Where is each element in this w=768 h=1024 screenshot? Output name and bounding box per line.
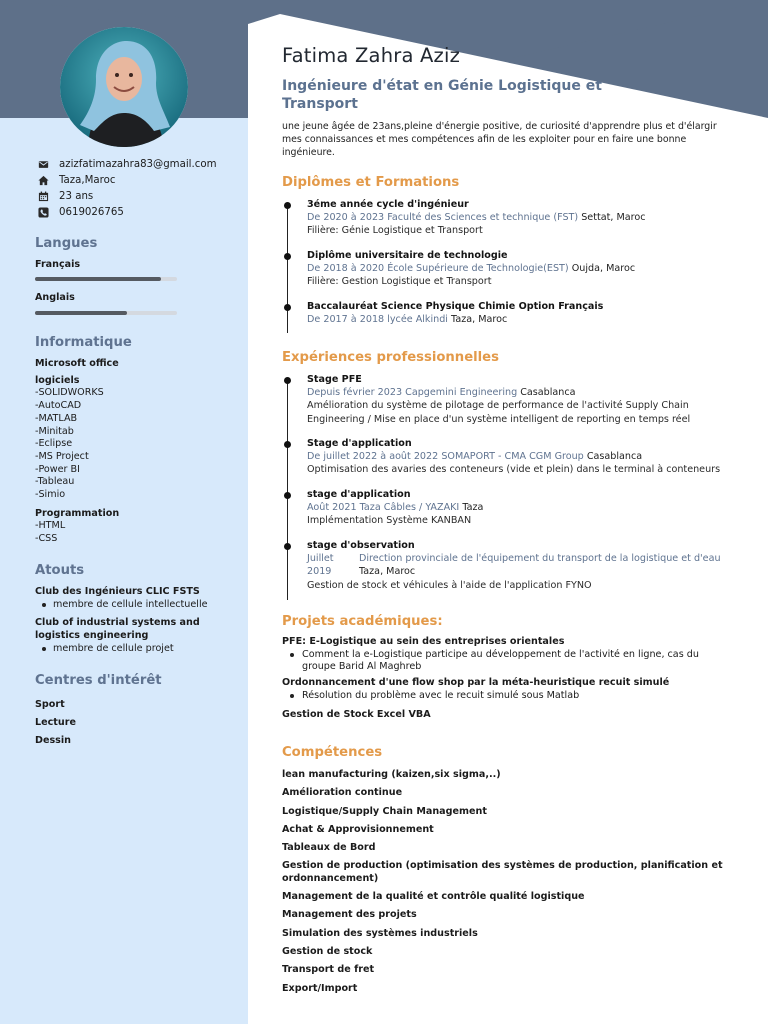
skills-list (282, 769, 732, 1001)
entry-detail: Amélioration du système de pilotage de performance de l'activité Supply Chain Engineering / Mise en place d'un système intelligent de reporting en temps réel (307, 400, 691, 425)
entry-title: Diplôme universitaire de technologie (307, 250, 508, 261)
entry-detail: Filière: Gestion Logistique et Transport (307, 276, 492, 288)
project-title: PFE: E-Logistique au sein des entreprises orientales (282, 636, 565, 647)
language-name: Français (35, 259, 81, 270)
profile-summary: une jeune âgée de 23ans,pleine d'énergie positive, de curiosité d'apprendre plus et d'élargir mes connaissances et mes compétences afin de les exploiter pour en faire une bonne ingénieure. (282, 121, 717, 158)
entry-detail: Gestion de stock et véhicules à l'aide de l'application FYNO (307, 579, 592, 591)
entry-title: stage d'observation (307, 540, 415, 551)
entry-title: 3éme année cycle d'ingénieur (307, 199, 469, 210)
entry-org: Capgemini Engineering (405, 387, 518, 399)
entry-date: Juillet 2019 (307, 553, 334, 578)
experience-entry (307, 488, 737, 528)
projets-heading: Projets académiques: (282, 614, 443, 629)
entry-detail: Implémentation Système KANBAN (307, 515, 472, 527)
interet-item: Dessin (35, 735, 72, 746)
list-item: membre de cellule projet (53, 643, 240, 656)
email-text: azizfatimazahra83@gmail.com (59, 158, 217, 170)
diplome-entry (307, 249, 737, 289)
informatique-heading: Informatique (35, 335, 132, 350)
entry-detail: Filière: Génie Logistique et Transport (307, 225, 483, 237)
logiciel-item: -Eclipse (35, 438, 73, 450)
person-name: Fatima Zahra Aziz (282, 44, 461, 67)
entry-org: Direction provinciale de l'équipement du transport de la logistique et d'eau (359, 553, 721, 565)
entry-org: École Supérieure de Technologie(EST) (387, 263, 569, 275)
competences-heading: Compétences (282, 745, 383, 760)
skill-item: Tableaux de Bord (282, 842, 376, 854)
diplome-entry (307, 198, 737, 238)
skill-item: Management de la qualité et contrôle qualité logistique (282, 891, 585, 903)
entry-place: Oujda, Maroc (571, 263, 636, 275)
entry-place: Taza, Maroc (359, 566, 416, 578)
skill-item: Achat & Approvisionnement (282, 823, 434, 835)
timeline-dot (284, 543, 291, 550)
phone-text: 0619026765 (59, 207, 124, 219)
timeline-dot (284, 377, 291, 384)
entry-date: De 2017 à 2018 (307, 314, 385, 326)
skill-item: lean manufacturing (kaizen,six sigma,..) (282, 769, 501, 780)
project-bullets (282, 690, 732, 703)
skill-item: Export/Import (282, 982, 358, 994)
entry-title: Stage d'application (307, 438, 412, 449)
interet-item: Lecture (35, 717, 76, 728)
programmation-item: -HTML (35, 520, 66, 532)
atouts-heading: Atouts (35, 563, 85, 578)
logiciel-item: -MS Project (35, 450, 89, 462)
entry-org: SOMAPORT - CMA CGM Group (441, 451, 584, 463)
project-bullets (282, 649, 732, 674)
entry-title: Stage PFE (307, 374, 362, 385)
job-title: Ingénieure d'état en Génie Logistique et Transport (282, 78, 602, 112)
entry-date: Août 2021 (307, 502, 357, 514)
entry-place: Settat, Maroc (581, 212, 646, 224)
skill-item: Gestion de stock (282, 946, 373, 958)
experience-entry (307, 437, 737, 477)
project-title: Gestion de Stock Excel VBA (282, 708, 431, 720)
list-item: Résolution du problème avec le recuit simulé sous Matlab (302, 690, 732, 703)
skill-item: Logistique/Supply Chain Management (282, 805, 487, 817)
list-item: Comment la e-Logistique participe au développement de l'activité en ligne, cas du groupe Barid Al Maghreb (302, 649, 732, 674)
logiciel-item: -MATLAB (35, 412, 78, 424)
timeline-dot (284, 492, 291, 499)
diplome-entry (307, 300, 737, 326)
address-text: Taza,Maroc (59, 174, 116, 186)
timeline-dot (284, 202, 291, 209)
skill-item: Transport de fret (282, 964, 375, 976)
entry-date: Depuis février 2023 (307, 387, 403, 399)
logiciels-title: logiciels (35, 374, 80, 386)
logiciel-item: -Tableau (35, 476, 75, 488)
skill-item: Amélioration continue (282, 787, 403, 799)
atout-title: Club of industrial systems and logistics engineering (35, 617, 200, 642)
experience-entry (307, 373, 737, 426)
timeline-dot (284, 253, 291, 260)
list-item: membre de cellule intellectuelle (53, 599, 240, 612)
entry-detail: Optimisation des avaries des conteneurs (vide et plein) dans le terminal à conteneurs (307, 464, 721, 476)
entry-date: De juillet 2022 à août 2022 (307, 451, 439, 463)
entry-org: lycée Alkindi (387, 314, 448, 326)
skill-item: Management des projets (282, 909, 417, 921)
logiciel-item: -Simio (35, 489, 66, 501)
atout-title: Club des Ingénieurs CLIC FSTS (35, 586, 200, 597)
office-label: Microsoft office (35, 358, 119, 369)
logiciel-item: -AutoCAD (35, 400, 82, 412)
projects-list (282, 636, 732, 721)
entry-org: Taza Câbles / YAZAKI (359, 502, 460, 514)
timeline-line (287, 203, 288, 333)
entry-place: Taza (462, 502, 484, 514)
experience-entry (307, 539, 737, 592)
logiciel-item: -Power BI (35, 463, 80, 475)
entry-title: stage d'application (307, 489, 411, 500)
programmation-item: -CSS (35, 533, 58, 545)
skill-item: Simulation des systèmes industriels (282, 927, 478, 939)
timeline-line (287, 378, 288, 600)
interet-item: Sport (35, 699, 65, 710)
langues-heading: Langues (35, 236, 98, 251)
timeline-dot (284, 441, 291, 448)
entry-date: De 2018 à 2020 (307, 263, 385, 275)
entry-place: Casablanca (586, 451, 643, 463)
entry-title: Baccalauréat Science Physique Chimie Option Français (307, 301, 604, 312)
timeline-dot (284, 304, 291, 311)
language-name: Anglais (35, 292, 75, 303)
project-title: Ordonnancement d'une flow shop par la méta-heuristique recuit simulé (282, 677, 670, 689)
experiences-heading: Expériences professionnelles (282, 350, 499, 365)
skill-item: Gestion de production (optimisation des systèmes de production, planification et ordonnancement) (282, 860, 723, 884)
programmation-title: Programmation (35, 507, 120, 519)
entry-place: Taza, Maroc (451, 314, 508, 326)
age-text: 23 ans (59, 190, 94, 202)
logiciel-item: -SOLIDWORKS (35, 387, 104, 399)
entry-date: De 2020 à 2023 (307, 212, 385, 224)
logiciel-item: -Minitab (35, 425, 74, 437)
diplomes-heading: Diplômes et Formations (282, 175, 460, 190)
entry-place: Casablanca (520, 387, 576, 399)
interets-heading: Centres d'intérêt (35, 673, 162, 688)
entry-org: Faculté des Sciences et technique (FST) (387, 212, 579, 224)
